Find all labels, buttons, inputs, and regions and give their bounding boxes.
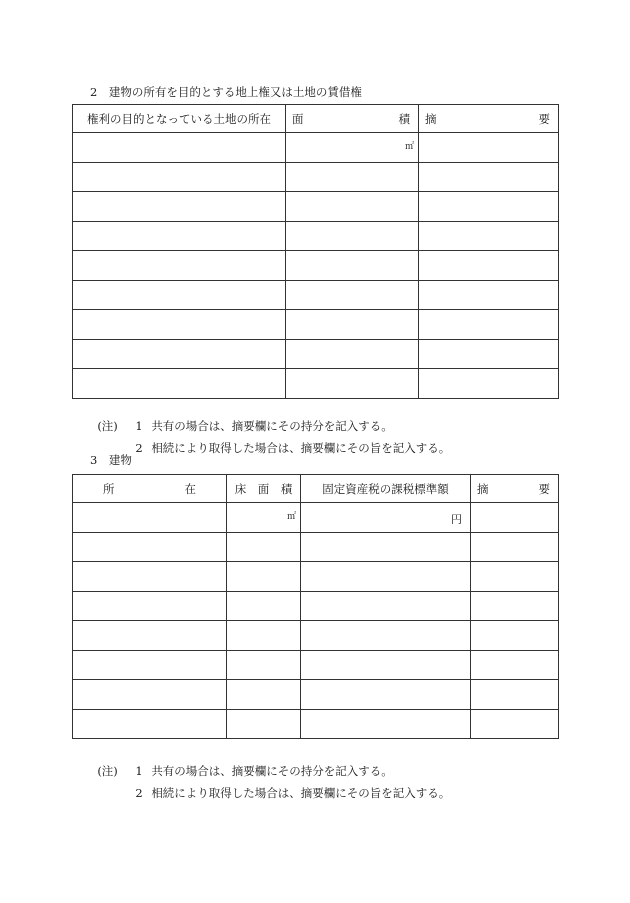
form-cell[interactable] [227,621,301,651]
form-cell[interactable] [227,532,301,562]
yen-unit-label: 円 [451,513,462,526]
header-remarks-right: 要 [538,481,550,496]
header-land-location-label: 権利の目的となっている土地の所在 [87,111,271,126]
table-row [73,280,559,310]
form-cell[interactable] [286,339,419,369]
form-cell[interactable] [286,133,419,163]
form-cell[interactable] [286,369,419,399]
form-cell[interactable] [301,591,471,621]
form-cell[interactable] [73,562,227,592]
table-row [73,339,559,369]
form-cell[interactable] [73,339,286,369]
form-cell[interactable] [471,621,559,651]
form-cell[interactable] [419,192,559,222]
form-cell[interactable] [471,680,559,710]
form-cell[interactable] [419,251,559,281]
floor-area-unit-label: ㎡ [286,512,296,522]
table-row [73,621,559,651]
note-number: 2 [135,786,143,800]
form-cell[interactable] [227,680,301,710]
table-row [73,369,559,399]
header-tax-value-label: 固定資産税の課税標準額 [322,481,449,496]
header-area [286,105,419,133]
form-cell[interactable] [419,339,559,369]
table-row [73,503,559,533]
table-row [73,221,559,251]
form-cell[interactable] [73,503,227,533]
form-cell[interactable] [471,709,559,739]
table-row [73,591,559,621]
header-area-left: 面 [292,111,304,126]
form-cell[interactable] [73,310,286,340]
form-cell[interactable] [227,709,301,739]
header-area-right: 積 [398,111,410,126]
form-cell[interactable] [471,650,559,680]
form-cell[interactable] [286,162,419,192]
table-row [73,162,559,192]
building-header-row [73,475,559,503]
form-cell[interactable] [73,251,286,281]
header-floor-area-label: 床 面 積 [234,481,293,496]
form-cell[interactable] [471,591,559,621]
form-cell[interactable] [301,680,471,710]
note-number: 1 [135,764,143,778]
header-building-location [73,475,227,503]
form-cell[interactable] [286,221,419,251]
form-cell[interactable] [301,650,471,680]
form-cell[interactable] [227,650,301,680]
header-remarks-left: 摘 [425,111,437,126]
form-cell[interactable] [419,369,559,399]
header-floor-area [227,475,301,503]
note-number: 1 [135,419,143,433]
land-rights-table [72,104,559,399]
table-row [73,532,559,562]
building-table [72,474,559,739]
form-cell[interactable] [227,503,301,533]
header-building-remarks [471,475,559,503]
form-cell[interactable] [419,310,559,340]
form-cell[interactable] [419,280,559,310]
form-cell[interactable] [419,133,559,163]
form-cell[interactable] [73,192,286,222]
form-cell[interactable] [73,591,227,621]
form-cell[interactable] [471,503,559,533]
form-cell[interactable] [73,621,227,651]
note-number: 2 [135,441,143,455]
table-row [73,251,559,281]
note-label: (注) [97,419,118,433]
form-cell[interactable] [73,709,227,739]
form-cell[interactable] [73,369,286,399]
header-remarks-right: 要 [538,111,550,126]
note-label: (注) [97,764,118,778]
header-location-left: 所 [103,481,115,496]
form-cell[interactable] [301,709,471,739]
form-cell[interactable] [301,532,471,562]
form-cell[interactable] [419,221,559,251]
form-cell[interactable] [73,280,286,310]
form-cell[interactable] [73,133,286,163]
table-row [73,680,559,710]
section2-title: 2 建物の所有を目的とする地上権又は土地の賃借権 [90,85,362,99]
table-row [73,133,559,163]
form-cell[interactable] [471,532,559,562]
note-text: 共有の場合は、摘要欄にその持分を記入する。 [151,764,393,778]
table-row [73,192,559,222]
form-cell[interactable] [301,621,471,651]
form-cell[interactable] [286,280,419,310]
header-location-right: 在 [184,481,196,496]
table-row [73,709,559,739]
form-cell[interactable] [286,310,419,340]
form-cell[interactable] [73,650,227,680]
section3-title: 3 建物 [90,453,132,467]
note-text: 共有の場合は、摘要欄にその持分を記入する。 [151,419,393,433]
form-cell[interactable] [419,162,559,192]
form-cell[interactable] [227,591,301,621]
form-cell[interactable] [73,532,227,562]
table-row [73,562,559,592]
table-row [73,310,559,340]
table-row [73,650,559,680]
form-cell[interactable] [301,562,471,592]
form-cell[interactable] [301,503,471,533]
section3-note-2 [128,771,450,801]
header-remarks-left: 摘 [477,481,489,496]
note-text: 相続により取得した場合は、摘要欄にその旨を記入する。 [151,786,451,800]
header-remarks [419,105,559,133]
header-land-location [73,105,286,133]
form-cell[interactable] [227,562,301,592]
section2-note-2 [128,426,450,456]
form-cell[interactable] [73,221,286,251]
form-cell[interactable] [73,162,286,192]
form-cell[interactable] [286,192,419,222]
note-text: 相続により取得した場合は、摘要欄にその旨を記入する。 [151,441,451,455]
land-rights-header-row [73,105,559,133]
header-tax-value [301,475,471,503]
form-cell[interactable] [73,680,227,710]
form-cell[interactable] [471,562,559,592]
area-unit-label: ㎡ [404,142,414,152]
form-cell[interactable] [286,251,419,281]
